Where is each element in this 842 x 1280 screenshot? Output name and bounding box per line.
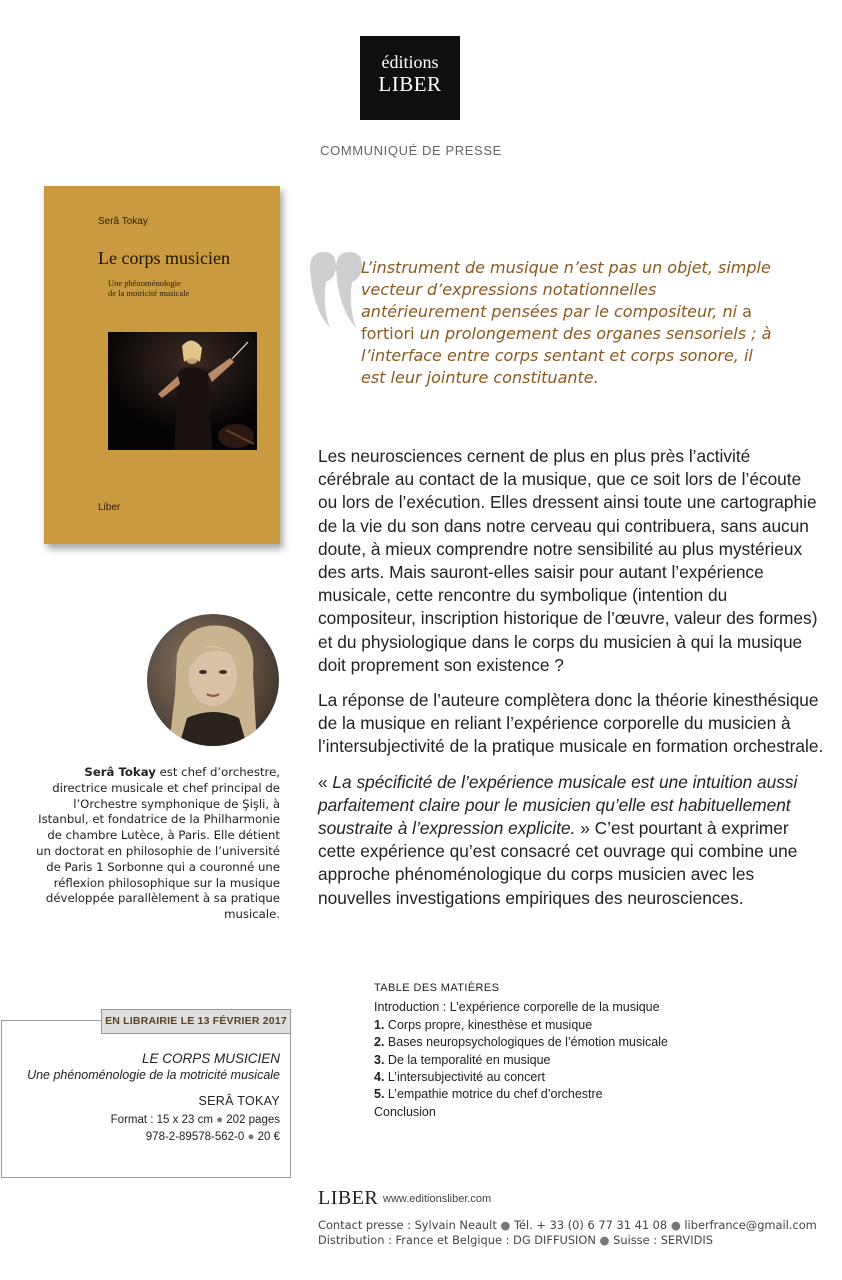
toc-item-title: De la temporalité en musique xyxy=(387,1052,551,1067)
publisher-logo xyxy=(360,36,460,120)
quote-marks-icon xyxy=(306,248,366,330)
toc-item-title: L’intersubjectivité au concert xyxy=(387,1070,545,1085)
toc-item-number: 4. xyxy=(374,1070,385,1085)
bio-name: Serâ Tokay xyxy=(84,765,156,779)
toc-item-number: 1. xyxy=(374,1017,385,1032)
toc-intro: Introduction : L’expérience corporelle de la musique xyxy=(374,1000,660,1015)
toc-item xyxy=(374,1017,794,1034)
footer-contact xyxy=(318,1218,817,1233)
quote-part1: L’instrument de musique n’est pas un objet, simple vecteur d’expressions notationnelles antérieurement pensées par le compositeur, ni xyxy=(361,258,771,321)
cover-subtitle-line2: de la motricité musicale xyxy=(108,288,190,298)
book-author: SERÂ TOKAY xyxy=(198,1094,280,1108)
body-paragraph-2: La réponse de l’auteure complètera donc la théorie kinesthésique de la musique en reliant l’expérience corporelle du musicien à l’intersubjectivité de la pratique musicale en formation orchestrale. xyxy=(318,690,824,757)
contact-label: Contact presse : Sylvain Neault xyxy=(318,1218,497,1232)
cover-author: Serâ Tokay xyxy=(98,216,148,227)
toc-heading: TABLE DES MATIÈRES xyxy=(374,982,500,994)
body-paragraph-3 xyxy=(318,771,824,910)
book-subtitle: Une phénoménologie de la motricité musicale xyxy=(27,1068,280,1082)
book-isbn-line xyxy=(10,1129,280,1146)
footer-url-link[interactable]: www.editionsliber.com xyxy=(383,1193,492,1205)
toc-item-title: L’empathie motrice du chef d’orchestre xyxy=(387,1087,603,1102)
cover-title: Le corps musicien xyxy=(98,248,230,268)
book-format: Format : 15 x 23 cm xyxy=(110,1114,213,1126)
cover-photo-conductor xyxy=(108,332,257,450)
separator-dot: ● xyxy=(670,1218,681,1232)
body-paragraph-1: Les neurosciences cernent de plus en plus près l’activité cérébrale au contact de la musique, que ce soit lors de l’écoute ou lors de l’exécution. Elles dressent ainsi toute une cartographie de la vie du son dans notre cerveau qui contribuera, sans aucun doute, à mieux comprendre notre sensibilité au plus mystérieux des arts. Mais sauront-elles saisir pour autant l’expérience musicale, cette rencontre du symbolique (intention du compositeur, inscription historique de l’œuvre, valeur des formes) et du physiologique dans le corps du musicien à qui la musique doit proprement son existence ? xyxy=(318,446,818,675)
body-text xyxy=(318,445,824,922)
toc-item xyxy=(374,1086,794,1103)
footer-brand: LIBER xyxy=(318,1187,379,1209)
book-isbn: 978-2-89578-562-0 xyxy=(145,1131,245,1143)
bio-text: est chef d’orchestre, directrice musicale et chef principal de l’Orchestre symphonique de Şişli, à Istanbul, et fondatrice de la Philharmonie de chambre Lutèce, à Paris. Elle détient un doctorat en philosophie de l’université de Paris 1 Sorbonne qui a couronné une réflexion philosophique sur la musique développée parallèlement à sa pratique musicale. xyxy=(36,765,280,922)
logo-line-liber: LIBER xyxy=(378,72,442,96)
book-pages: 202 pages xyxy=(226,1114,280,1126)
footer-distribution xyxy=(318,1233,713,1248)
separator-dot: ● xyxy=(599,1233,610,1247)
contact-email-link[interactable]: liberfrance@gmail.com xyxy=(684,1218,817,1232)
separator-dot: ● xyxy=(500,1218,511,1232)
logo-line-editions: éditions xyxy=(381,52,439,72)
book-format-line xyxy=(10,1112,280,1129)
toc-item-number: 3. xyxy=(374,1052,385,1067)
contact-phone: Tél. + 33 (0) 6 77 31 41 08 xyxy=(514,1218,668,1232)
toc-item-number: 2. xyxy=(374,1035,385,1050)
cover-publisher: Liber xyxy=(98,502,121,513)
toc-item-number: 5. xyxy=(374,1087,385,1102)
separator-dot: ● xyxy=(216,1114,224,1126)
toc-conclusion: Conclusion xyxy=(374,1104,436,1119)
cover-subtitle-line1: Une phénoménologie xyxy=(108,278,181,288)
distribution-france: Distribution : France et Belgique : DG DIFFUSION xyxy=(318,1233,596,1247)
body-p3-italic: La spécificité de l’expérience musicale est une intuition aussi parfaitement claire pour le musicien qu’elle est habituellement soustraite à l’expression explicite. xyxy=(318,771,798,839)
cover-subtitle xyxy=(108,278,248,298)
book-price: 20 € xyxy=(257,1131,280,1143)
book-cover xyxy=(44,186,280,544)
body-p3-open: « xyxy=(318,771,333,792)
availability-details xyxy=(10,1050,280,1146)
author-bio xyxy=(36,765,280,923)
body-p3-rest: » C’est pourtant à exprimer cette expérience qu’est consacré cet ouvrage qui combine une approche phénoménologique du corps musicien avec les nouvelles investigations empiriques des neurosciences. xyxy=(318,818,798,908)
toc-item xyxy=(374,1052,794,1069)
pull-quote xyxy=(361,257,781,389)
book-title: LE CORPS MUSICIEN xyxy=(141,1051,280,1066)
distribution-swiss: Suisse : SERVIDIS xyxy=(613,1233,713,1247)
quote-part2: un prolongement des organes sensoriels ; à l’interface entre corps sentant et corps sonore, il est leur jointure constituante. xyxy=(361,324,772,387)
table-of-contents xyxy=(374,980,794,1121)
press-release-label: COMMUNIQUÉ DE PRESSE xyxy=(320,143,502,158)
author-portrait xyxy=(147,614,279,746)
release-date-banner: EN LIBRAIRIE LE 13 FÉVRIER 2017 xyxy=(101,1009,291,1034)
toc-item xyxy=(374,1069,794,1086)
toc-item-title: Corps propre, kinesthèse et musique xyxy=(387,1017,593,1032)
separator-dot: ● xyxy=(247,1131,255,1143)
toc-item xyxy=(374,1034,794,1051)
quote-emphasis: a fortiori xyxy=(361,302,752,343)
toc-item-title: Bases neuropsychologiques de l’émotion musicale xyxy=(387,1035,668,1050)
